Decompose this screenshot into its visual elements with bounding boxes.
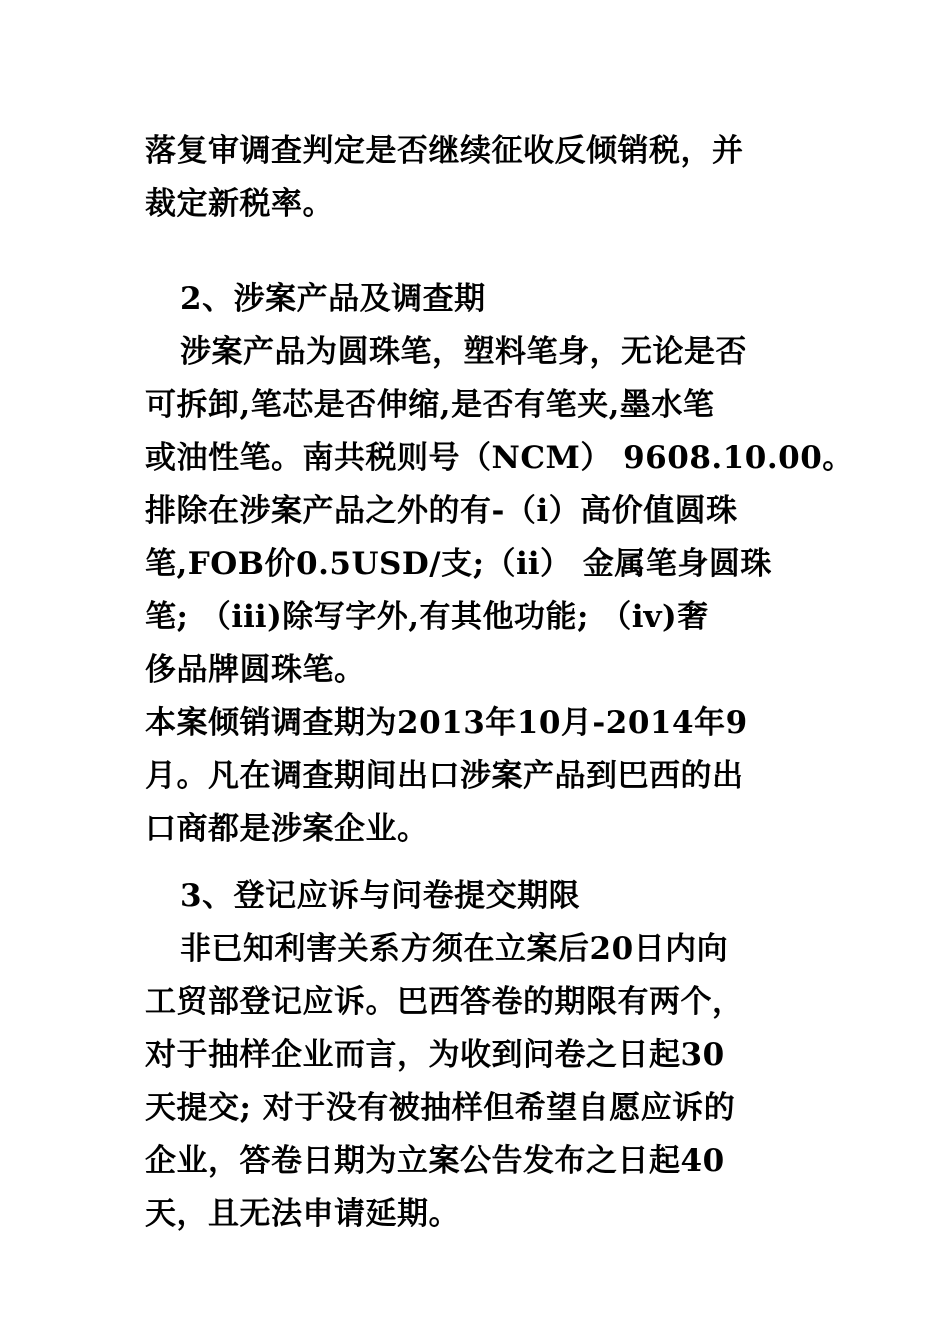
- paragraph-line: 月。凡在调查期间出口涉案产品到巴西的出: [145, 758, 744, 794]
- section-3: [145, 870, 815, 1241]
- paragraph-line: 笔; （ⅲ)除写字外,有其他功能; （ⅳ)奢: [145, 599, 709, 635]
- section-2-heading: 2、涉案产品及调查期: [180, 281, 486, 317]
- paragraph-line: 或油性笔。南共税则号（NCM） 9608.10.00。: [145, 440, 854, 476]
- paragraph-line: 涉案产品为圆珠笔，塑料笔身，无论是否: [180, 334, 747, 370]
- section-2: [145, 273, 854, 856]
- paragraph-line: 排除在涉案产品之外的有-（ⅰ）高价值圆珠: [145, 493, 738, 529]
- paragraph-line: 对于抽样企业而言，为收到问卷之日起30: [145, 1037, 725, 1073]
- paragraph-line: 工贸部登记应诉。巴西答卷的期限有两个，: [145, 984, 744, 1020]
- paragraph-line: 侈品牌圆珠笔。: [145, 652, 366, 688]
- paragraph-line: 非已知利害关系方须在立案后20日内向: [180, 931, 729, 967]
- intro-line: 裁定新税率。: [145, 186, 334, 222]
- paragraph-line: 天提交; 对于没有被抽样但希望自愿应诉的: [145, 1090, 736, 1126]
- section-3-heading: 3、登记应诉与问卷提交期限: [180, 878, 581, 914]
- paragraph-line: 本案倾销调查期为2013年10月-2014年9: [145, 705, 748, 741]
- intro-line: 落复审调查判定是否继续征收反倾销税，并: [145, 133, 744, 169]
- paragraph-line: 笔,FOB价0.5USD/支;（ⅱ） 金属笔身圆珠: [145, 546, 772, 582]
- paragraph-line: 可拆卸,笔芯是否伸缩,是否有笔夹,墨水笔: [145, 387, 715, 423]
- paragraph-line: 天，且无法申请延期。: [145, 1196, 460, 1232]
- paragraph-line: 口商都是涉案企业。: [145, 811, 429, 847]
- intro-paragraph: [145, 125, 815, 231]
- paragraph-line: 企业，答卷日期为立案公告发布之日起40: [145, 1143, 725, 1179]
